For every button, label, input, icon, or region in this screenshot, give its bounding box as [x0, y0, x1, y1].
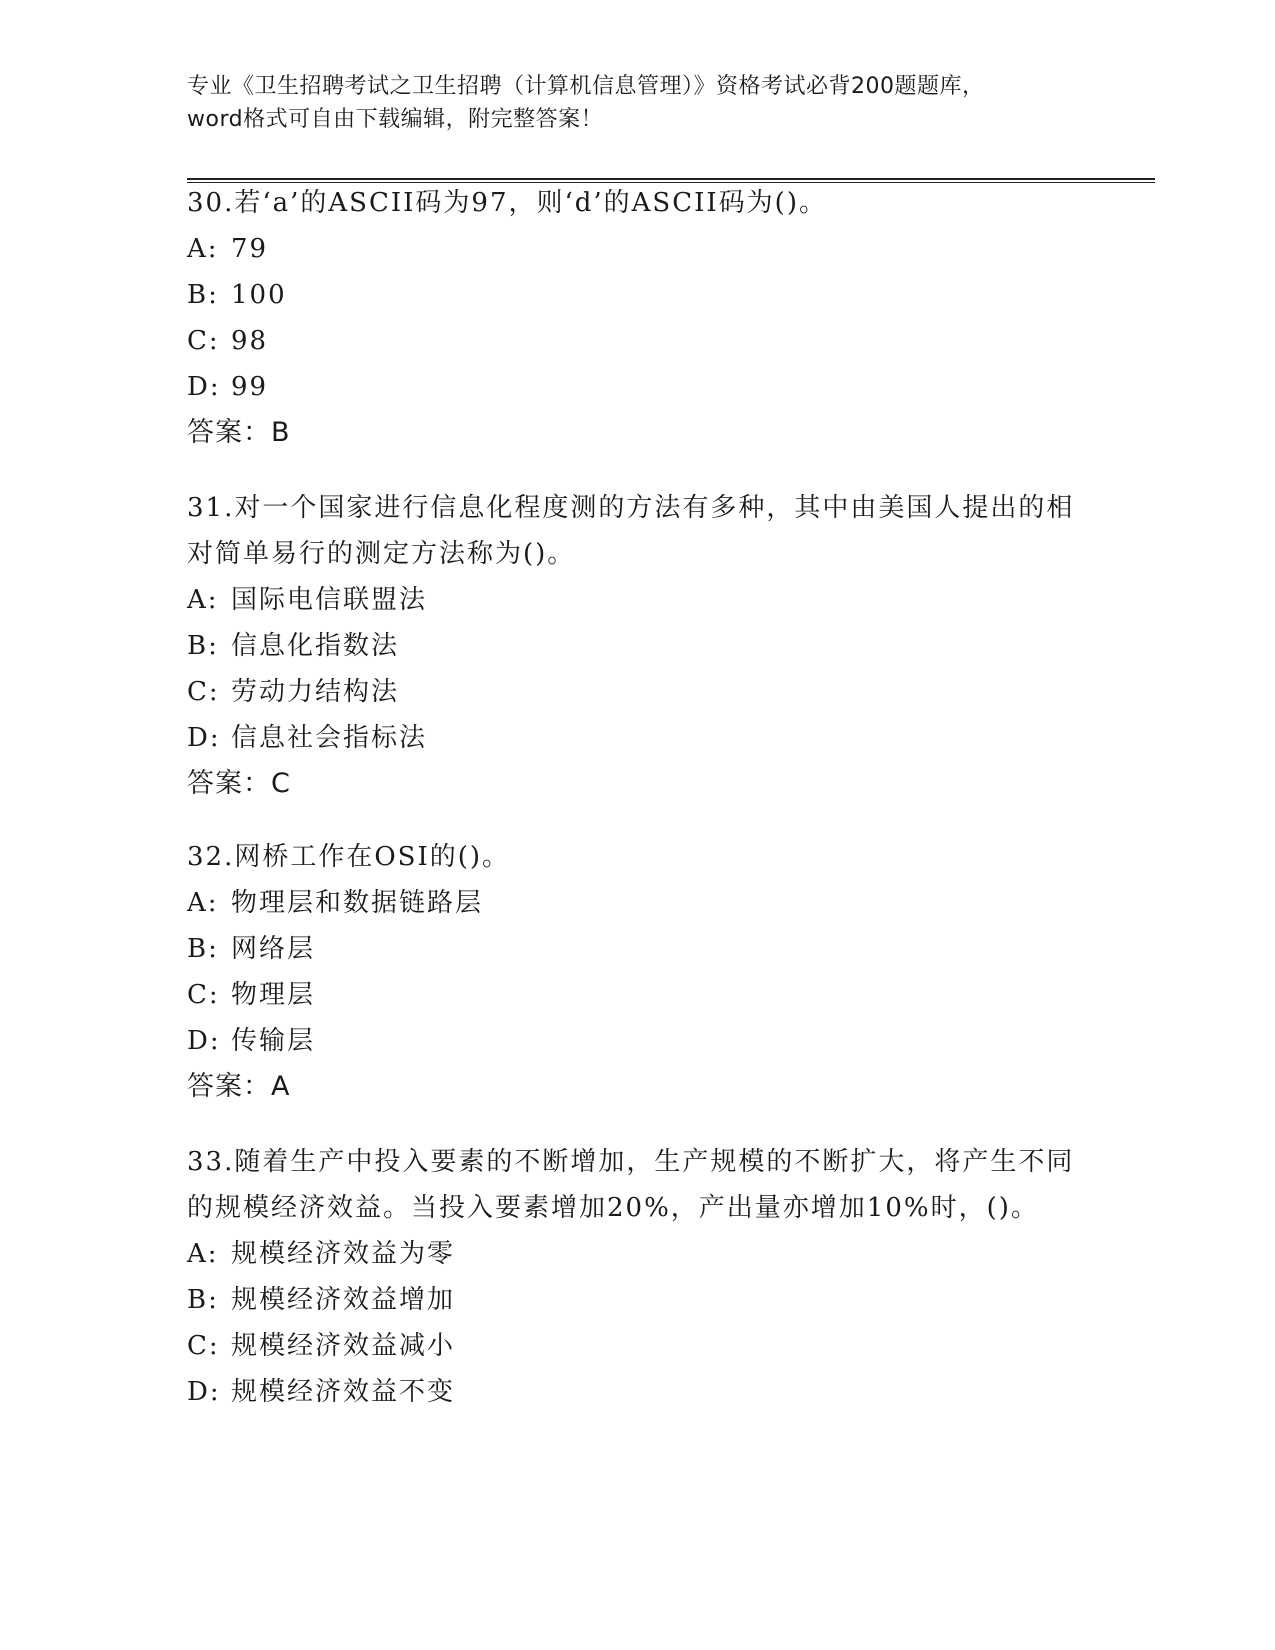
- option-text: 规模经济效益为零: [231, 1239, 456, 1269]
- option-text: 信息社会指标法: [231, 723, 428, 753]
- option-text: 国际电信联盟法: [231, 585, 428, 615]
- option-text: 物理层和数据链路层: [231, 888, 484, 918]
- option-text: 物理层: [231, 980, 316, 1010]
- header-line-2: word格式可自由下载编辑，附完整答案！: [187, 107, 604, 132]
- option-a: [187, 577, 1087, 623]
- option-letter: B:: [187, 934, 219, 964]
- option-d: [187, 364, 1087, 410]
- option-b: [187, 272, 1087, 318]
- option-b: [187, 1277, 1087, 1323]
- question-31: [187, 485, 1087, 807]
- option-letter: A:: [187, 585, 219, 615]
- option-d: [187, 1018, 1087, 1064]
- option-text: 规模经济效益增加: [231, 1285, 456, 1315]
- option-text: 传输层: [231, 1026, 316, 1056]
- option-text: 劳动力结构法: [231, 677, 400, 707]
- option-letter: B:: [187, 1285, 219, 1315]
- option-text: 规模经济效益减小: [231, 1331, 456, 1361]
- option-c: [187, 318, 1087, 364]
- question-32: [187, 834, 1087, 1110]
- option-c: [187, 669, 1087, 715]
- option-letter: D:: [187, 723, 221, 753]
- option-letter: D:: [187, 1377, 221, 1407]
- option-text: 99: [231, 372, 269, 402]
- option-c: [187, 972, 1087, 1018]
- option-letter: A:: [187, 888, 219, 918]
- answer-line: 答案：A: [187, 1071, 291, 1102]
- question-stem: 30.若‘a’的ASCII码为97，则‘d’的ASCII码为()。: [187, 188, 827, 218]
- option-text: 信息化指数法: [231, 631, 400, 661]
- question-30: [187, 180, 1087, 456]
- option-text: 98: [231, 326, 269, 356]
- option-a: [187, 226, 1087, 272]
- option-text: 网络层: [231, 934, 316, 964]
- option-letter: C:: [187, 980, 220, 1010]
- option-a: [187, 1231, 1087, 1277]
- question-stem: 33.随着生产中投入要素的不断增加，生产规模的不断扩大，将产生不同的规模经济效益。当投入要素增加20%，产出量亦增加10%时，()。: [187, 1147, 1075, 1223]
- option-c: [187, 1323, 1087, 1369]
- option-letter: A:: [187, 1239, 219, 1269]
- option-letter: A:: [187, 234, 219, 264]
- option-b: [187, 623, 1087, 669]
- option-letter: D:: [187, 1026, 221, 1056]
- answer-line: 答案：C: [187, 768, 291, 799]
- option-text: 规模经济效益不变: [231, 1377, 456, 1407]
- option-d: [187, 1369, 1087, 1415]
- option-letter: C:: [187, 677, 220, 707]
- question-33: [187, 1139, 1087, 1415]
- option-a: [187, 880, 1087, 926]
- option-d: [187, 715, 1087, 761]
- option-text: 100: [231, 280, 287, 310]
- option-letter: B:: [187, 280, 219, 310]
- document-header: [187, 70, 1087, 136]
- header-line-1: 专业《卫生招聘考试之卫生招聘（计算机信息管理）》资格考试必背200题题库，: [187, 74, 985, 99]
- option-letter: C:: [187, 326, 220, 356]
- option-text: 79: [231, 234, 269, 264]
- option-letter: B:: [187, 631, 219, 661]
- question-stem: 31.对一个国家进行信息化程度测的方法有多种，其中由美国人提出的相对简单易行的测定方法称为()。: [187, 493, 1075, 569]
- option-letter: D:: [187, 372, 221, 402]
- question-stem: 32.网桥工作在OSI的()。: [187, 842, 511, 872]
- option-letter: C:: [187, 1331, 220, 1361]
- option-b: [187, 926, 1087, 972]
- answer-line: 答案：B: [187, 417, 291, 448]
